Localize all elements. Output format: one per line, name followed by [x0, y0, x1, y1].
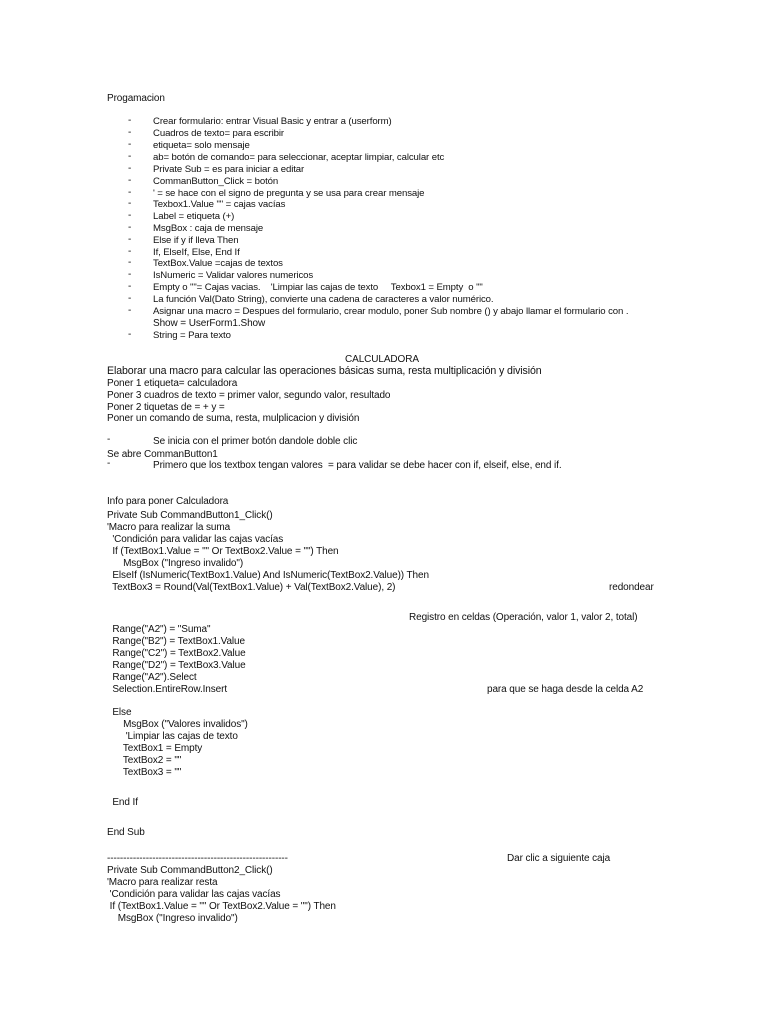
code-line: If (TextBox1.Value = "" Or TextBox2.Value = "") Then — [107, 546, 339, 557]
bullet-mark: - — [128, 305, 132, 316]
list-item: CommanButton_Click = botón — [153, 176, 279, 187]
step-line: Primero que los textbox tengan valores = para validar se debe hacer con if, elseif, else, end if. — [153, 460, 562, 471]
bullet-mark: - — [128, 329, 132, 340]
code-line: 'Condición para validar las cajas vacías — [107, 534, 284, 545]
code-line: Range("D2") = TextBox3.Value — [107, 660, 246, 671]
code-line: Range("C2") = TextBox2.Value — [107, 648, 246, 659]
bullet-mark: - — [128, 139, 132, 150]
note-celda-a2: para que se haga desde la celda A2 — [487, 684, 644, 695]
code-line: TextBox2 = "" — [107, 755, 182, 766]
intro-line: Poner 1 etiqueta= calculadora — [107, 378, 238, 389]
note-siguiente: Dar clic a siguiente caja — [507, 853, 611, 864]
code-line: Range("A2") = "Suma" — [107, 624, 211, 635]
list-item: TextBox.Value =cajas de textos — [153, 258, 283, 269]
code-line: MsgBox ("Ingreso invalido") — [107, 913, 238, 924]
code-line: TextBox3 = "" — [107, 767, 182, 778]
list-item: MsgBox : caja de mensaje — [153, 223, 264, 234]
info-title: Info para poner Calculadora — [107, 496, 229, 507]
bullet-mark: - — [128, 246, 132, 257]
code-line: MsgBox ("Ingreso invalido") — [107, 558, 244, 569]
code-line: Range("A2").Select — [107, 672, 197, 683]
list-item: ab= botón de comando= para seleccionar, aceptar limpiar, calcular etc — [153, 152, 445, 163]
code-line: Range("B2") = TextBox1.Value — [107, 636, 245, 647]
list-item: Label = etiqueta (+) — [153, 211, 235, 222]
list-item: La función Val(Dato String), convierte una cadena de caracteres a valor numérico. — [153, 294, 494, 305]
bullet-mark: - — [128, 198, 132, 209]
intro-line: Poner 3 cuadros de texto = primer valor, segundo valor, resultado — [107, 390, 391, 401]
intro-line: Poner un comando de suma, resta, mulplicacion y división — [107, 413, 360, 424]
bullet-mark: - — [128, 281, 132, 292]
list-item: Cuadros de texto= para escribir — [153, 128, 285, 139]
list-item: IsNumeric = Validar valores numericos — [153, 270, 314, 281]
intro-line: Poner 2 tiquetas de = + y = — [107, 402, 225, 413]
bullet-mark: - — [128, 115, 132, 126]
list-item: ' = se hace con el signo de pregunta y se usa para crear mensaje — [153, 188, 425, 199]
code-line: If (TextBox1.Value = "" Or TextBox2.Value = "") Then — [107, 901, 336, 912]
doc-title: Progamacion — [107, 93, 165, 104]
code-line: Private Sub CommandButton2_Click() — [107, 865, 273, 876]
code-end-if: End If — [107, 797, 138, 808]
intro-line: Elaborar una macro para calcular las operaciones básicas suma, resta multiplicación y división — [107, 365, 542, 377]
list-item: String = Para texto — [153, 330, 231, 341]
code-line: 'Limpiar las cajas de texto — [107, 731, 238, 742]
bullet-mark: - — [128, 210, 132, 221]
section-heading: CALCULADORA — [345, 354, 419, 365]
code-line: 'Macro para realizar resta — [107, 877, 218, 888]
list-item: Private Sub = es para iniciar a editar — [153, 164, 305, 175]
list-item: etiqueta= solo mensaje — [153, 140, 250, 151]
bullet-mark: - — [128, 269, 132, 280]
bullet-mark: - — [128, 257, 132, 268]
list-item: Empty o ""= Cajas vacias. 'Limpiar las cajas de texto Texbox1 = Empty o "" — [153, 282, 483, 293]
list-item: If, ElseIf, Else, End If — [153, 247, 240, 258]
code-line: Private Sub CommandButton1_Click() — [107, 510, 273, 521]
step-line: Se inicia con el primer botón dandole doble clic — [153, 436, 358, 447]
code-line: TextBox3 = Round(Val(TextBox1.Value) + Val(TextBox2.Value), 2) — [107, 582, 396, 593]
code-end-sub: End Sub — [107, 827, 145, 838]
code-line: 'Macro para realizar la suma — [107, 522, 231, 533]
code-line: 'Condición para validar las cajas vacías — [107, 889, 281, 900]
bullet-mark: - — [128, 151, 132, 162]
code-line: ElseIf (IsNumeric(TextBox1.Value) And IsNumeric(TextBox2.Value)) Then — [107, 570, 429, 581]
note-redondear: redondear — [609, 582, 654, 593]
step-line: Se abre CommanButton1 — [107, 449, 218, 460]
list-item: Else if y if lleva Then — [153, 235, 239, 246]
bullet-mark: - — [128, 175, 132, 186]
list-continuation: Show = UserForm1.Show — [153, 318, 266, 329]
list-item: Texbox1.Value "" = cajas vacías — [153, 199, 286, 210]
bullet-mark: - — [128, 293, 132, 304]
bullet-mark: - — [128, 222, 132, 233]
code-line: Else — [107, 707, 132, 718]
bullet-mark: - — [128, 163, 132, 174]
code-line: Selection.EntireRow.Insert — [107, 684, 228, 695]
bullet-mark: - — [128, 127, 132, 138]
list-item: Asignar una macro = Despues del formulario, crear modulo, poner Sub nombre () y abajo llamar el formulario con . — [153, 306, 629, 317]
bullet-mark: - — [128, 234, 132, 245]
list-item: Crear formulario: entrar Visual Basic y entrar a (userform) — [153, 116, 392, 127]
bullet-mark: - — [107, 458, 111, 469]
code-line: TextBox1 = Empty — [107, 743, 203, 754]
note-registro: Registro en celdas (Operación, valor 1, valor 2, total) — [409, 612, 638, 623]
separator-line: -------------------------------------------------------- — [107, 853, 288, 864]
code-line: MsgBox ("Valores invalidos") — [107, 719, 248, 730]
bullet-mark: - — [107, 434, 111, 445]
bullet-mark: - — [128, 187, 132, 198]
